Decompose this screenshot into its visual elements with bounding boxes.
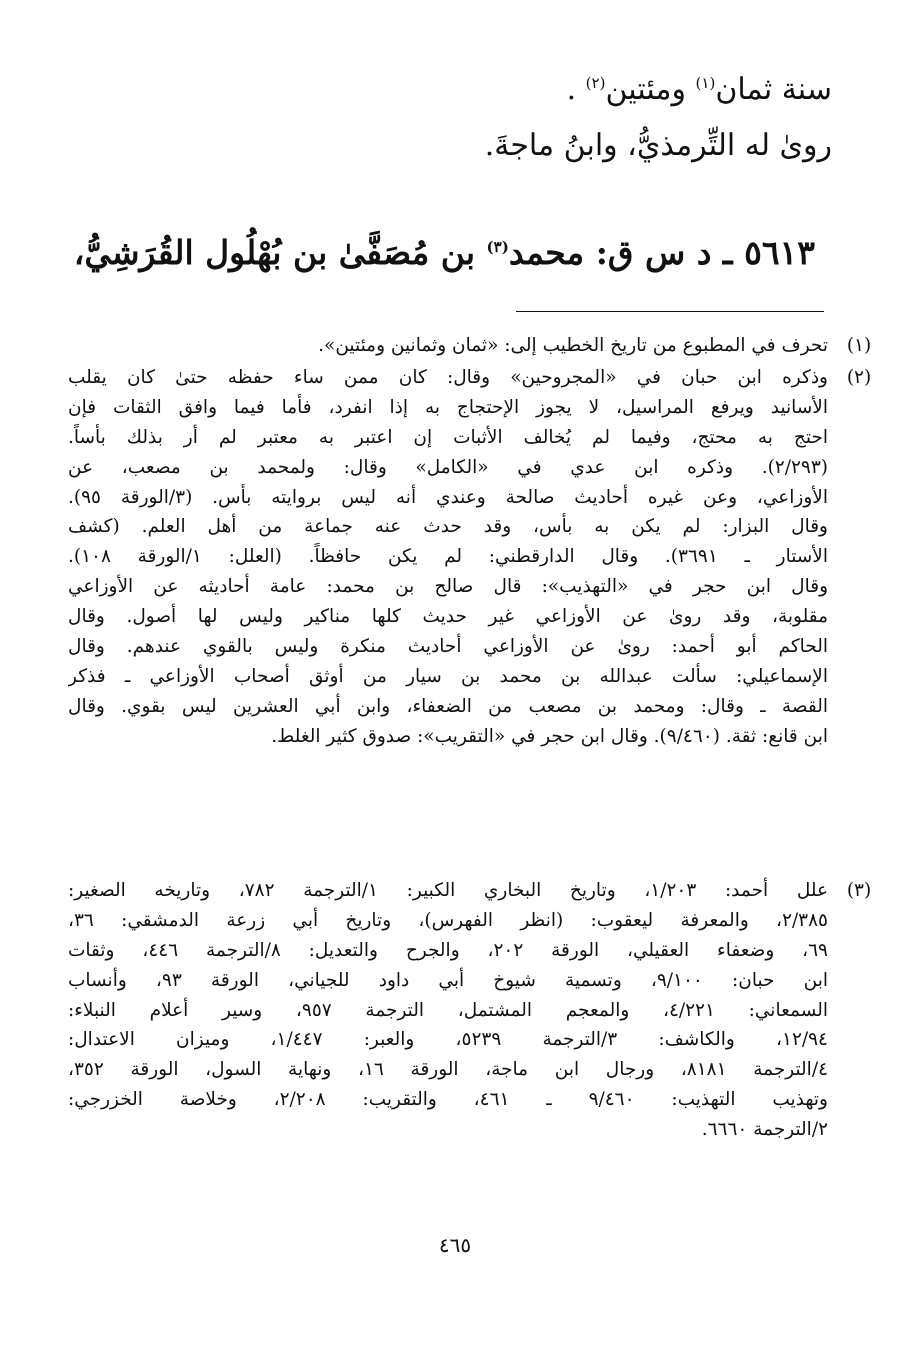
footnote-line: وتهذيب التهذيب: ٩/٤٦٠ ـ ٤٦١، والتقريب: ٢/٢٠٨، وخلاصة الخزرجي: bbox=[68, 1089, 828, 1111]
footnote-line: الإسماعيلي: سألت عبدالله بن محمد بن سيار من أوثق أصحاب الأوزاعي ـ فذكر bbox=[68, 665, 828, 687]
footnote-2 bbox=[68, 363, 872, 752]
footnote-line: القصة ـ وقال: ومحمد بن مصعب من الضعفاء، وابن أبي العشرين ليس بقوي. وقال bbox=[68, 695, 828, 717]
footnote-number: (١) bbox=[846, 335, 872, 356]
footnote-line: مقلوبة، وقد روىٰ عن الأوزاعي غير حديث كلها مناكير وليس لها أصول. وقال bbox=[68, 606, 828, 628]
footnote-number: (٢) bbox=[846, 367, 872, 388]
footnote-line: وقال ابن حجر في «التهذيب»: قال صالح بن محمد: عامة أحاديثه عن الأوزاعي bbox=[68, 576, 828, 598]
footnote-line: الأوزاعي، وعن غيره أحاديث صالحة وعندي أنه ليس بروايته بأس. (٣/الورقة ٩٥). bbox=[68, 486, 828, 508]
footnote-3 bbox=[68, 876, 872, 1145]
footnote-ref-1: (١) bbox=[695, 74, 716, 92]
footnote-line: السمعاني: ٤/٢٢١، والمعجم المشتمل، الترجمة ٩٥٧، وسير أعلام النبلاء: bbox=[68, 999, 828, 1021]
main-text-line-1 bbox=[567, 72, 832, 107]
footnote-line: ٤/الترجمة ٨١٨١، ورجال ابن ماجة، الورقة ١٦، ونهاية السول، الورقة ٣٥٢، bbox=[68, 1059, 828, 1081]
footnote-line: ١٢/٩٤، والكاشف: ٣/الترجمة ٥٢٣٩، والعبر: ١/٤٤٧، وميزان الاعتدال: bbox=[68, 1029, 828, 1051]
entry-number-and-name: ٥٦١٣ ـ د س ق: محمد bbox=[508, 233, 815, 272]
footnote-line: تحرف في المطبوع من تاريخ الخطيب إلى: «ثمان وثمانين ومئتين». bbox=[318, 335, 828, 356]
footnote-line: احتج به محتج، وفيما لم يُخالف الأثبات إن اعتبر به معتبر لم أر بذلك بأساً. bbox=[68, 426, 828, 448]
footnote-line: وذكره ابن حبان في «المجروحين» وقال: كان ممن ساء حفظه حتىٰ كان يقلب bbox=[68, 367, 828, 388]
footnote-line: الأسانيد ويرفع المراسيل، لا يجوز الإحتجاج به إذا انفرد، فأما فيما وافق الثقات فإن bbox=[68, 396, 828, 418]
entry-heading bbox=[74, 233, 815, 272]
footnote-line: علل أحمد: ١/٢٠٣، وتاريخ البخاري الكبير: ١/الترجمة ٧٨٢، وتاريخه الصغير: bbox=[68, 880, 828, 901]
footnote-line: وقال البزار: لم يكن به بأس، وقد حدث عنه جماعة من أهل العلم. (كشف bbox=[68, 516, 828, 538]
main-text-fragment: ومئتين bbox=[605, 72, 696, 107]
footnote-line: الحاكم أبو أحمد: روىٰ عن الأوزاعي أحاديث منكرة وليس بالقوي عندهم. وقال bbox=[68, 636, 828, 658]
main-text-fragment: سنة ثمان bbox=[715, 72, 832, 107]
entry-lineage: بن مُصَفَّىٰ بن بُهْلُول القُرَشِيُّ، bbox=[73, 233, 487, 272]
footnote-line: ٢/الترجمة ٦٦٦٠. bbox=[701, 1119, 828, 1141]
footnote-1 bbox=[68, 331, 872, 361]
main-text-fragment: . bbox=[566, 72, 586, 107]
footnote-line: (٢/٢٩٣). وذكره ابن عدي في «الكامل» وقال: ولمحمد بن مصعب، عن bbox=[68, 456, 828, 478]
footnote-number: (٣) bbox=[846, 880, 872, 901]
footnote-line: ٦٩، وضعفاء العقيلي، الورقة ٢٠٢، والجرح والتعديل: ٨/الترجمة ٤٤٦، وثقات bbox=[68, 939, 828, 961]
footnote-line: الأستار ـ ٣٦٩١). وقال الدارقطني: لم يكن حافظاً. (العلل: ١/الورقة ١٠٨). bbox=[68, 546, 828, 568]
footnote-line: ٢/٣٨٥، والمعرفة ليعقوب: (انظر الفهرس)، وتاريخ أبي زرعة الدمشقي: ٣٦، bbox=[68, 909, 828, 931]
footnote-ref-3: (٣) bbox=[486, 238, 509, 256]
page-number: ٤٦٥ bbox=[438, 1233, 472, 1257]
footnote-line: ابن قانع: ثقة. (٩/٤٦٠). وقال ابن حجر في «التقريب»: صدوق كثير الغلط. bbox=[271, 725, 828, 747]
footnote-line: ابن حبان: ٩/١٠٠، وتسمية شيوخ أبي داود للجياني، الورقة ٩٣، وأنساب bbox=[68, 969, 828, 991]
main-text-line-2: روىٰ له التِّرمذيُّ، وابنُ ماجةَ. bbox=[484, 128, 832, 163]
footnote-ref-2: (٢) bbox=[585, 74, 606, 92]
footnote-separator bbox=[516, 311, 824, 312]
